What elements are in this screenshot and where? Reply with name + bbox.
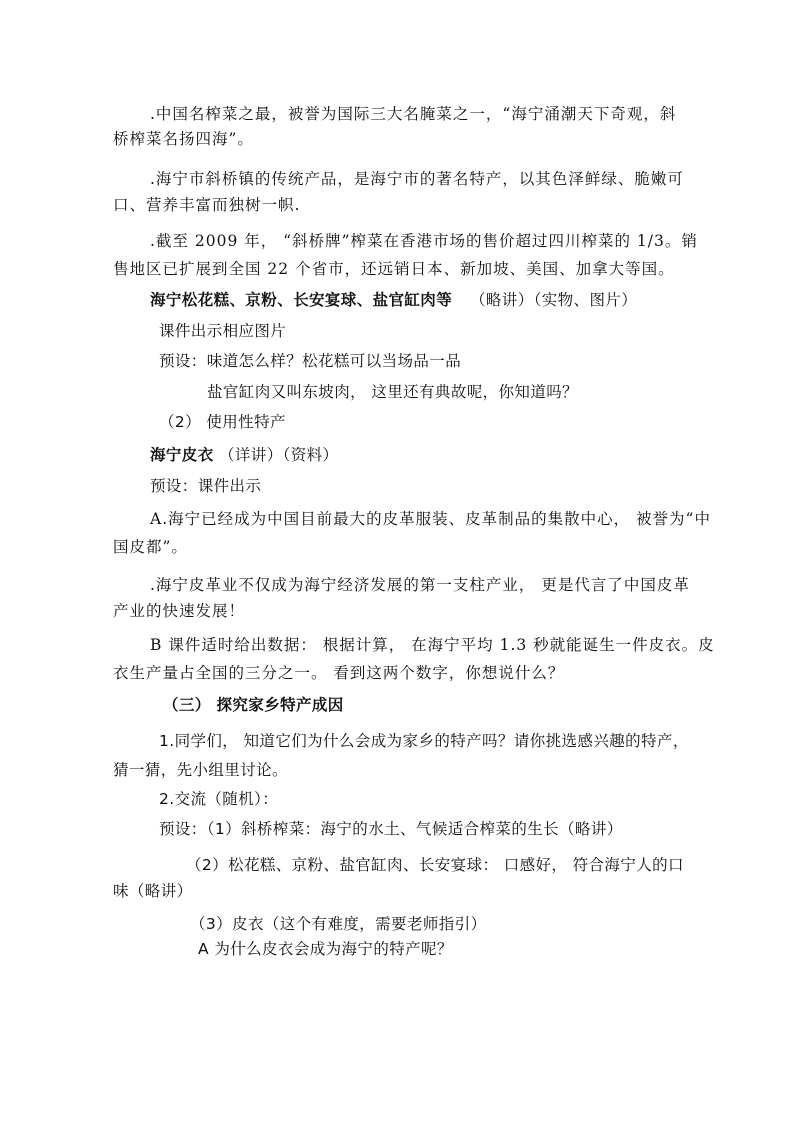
paragraph-line: 口、营养丰富而独树一帜. (113, 196, 301, 214)
paragraph-line: .海宁皮革业不仅成为海宁经济发展的第一支柱产业， 更是代言了中国皮革 (150, 576, 690, 594)
paragraph-line: 盐官缸肉又叫东坡肉， 这里还有典故呢，你知道吗？ (207, 383, 579, 401)
paragraph-line: 课件出示相应图片 (159, 322, 287, 340)
paragraph-line: （3）皮衣（这个有难度，需要老师指引） (190, 915, 487, 933)
paragraph-line: （略讲）（实物、图片） (470, 291, 638, 309)
paragraph-line: 预设：（1）斜桥榨菜：海宁的水土、气候适合榨菜的生长（略讲） (159, 820, 623, 838)
paragraph-line: （2） 使用性特产 (159, 413, 286, 431)
section-heading: （三） 探究家乡特产成因 (163, 696, 344, 714)
paragraph-line: 产业的快速发展！ (113, 602, 246, 620)
paragraph-line: 国皮都”。 (113, 538, 188, 556)
paragraph-line: .中国名榨菜之最，被誉为国际三大名腌菜之一，“海宁涌潮天下奇观，斜 (150, 105, 677, 123)
section-heading: 海宁松花糕、京粉、长安宴球、盐官缸肉等 (150, 291, 453, 309)
paragraph-line: 味（略讲） (113, 882, 193, 900)
paragraph-line: A.海宁已经成为中国目前最大的皮革服装、皮革制品的集散中心， 被誉为“中 (150, 510, 711, 528)
paragraph-line: 预设：课件出示 (150, 477, 262, 495)
paragraph-line: .截至 2009 年， “斜桥牌”榨菜在香港市场的售价超过四川榨菜的 1/3。销 (150, 232, 698, 250)
paragraph-line: 衣生产量占全国的三分之一。 看到这两个数字，你想说什么？ (113, 664, 565, 682)
paragraph-line: 1.同学们， 知道它们为什么会成为家乡的特产吗？请你挑选感兴趣的特产， (159, 732, 689, 750)
paragraph-line: （2）松花糕、京粉、盐官缸肉、长安宴球： 口感好， 符合海宁人的口 (186, 856, 684, 874)
paragraph-line: 2.交流（随机）： (159, 790, 279, 808)
paragraph-line: 猜一猜，先小组里讨论。 (113, 761, 288, 779)
paragraph-line: （详讲）（资料） (219, 446, 339, 464)
paragraph-line: 预设：味道怎么样？松花糕可以当场品一品 (159, 352, 462, 370)
paragraph-line: A 为什么皮衣会成为海宁的特产呢？ (198, 940, 453, 958)
paragraph-line: 售地区已扩展到全国 22 个省市，还远销日本、新加坡、美国、加拿大等国。 (113, 260, 675, 278)
paragraph-line: B 课件适时给出数据： 根据计算， 在海宁平均 1.3 秒就能诞生一件皮衣。皮 (150, 636, 715, 654)
paragraph-line: .海宁市斜桥镇的传统产品，是海宁市的著名特产，以其色泽鲜绿、脆嫩可 (150, 170, 684, 188)
paragraph-line: 桥榨菜名扬四海”。 (113, 130, 254, 148)
section-heading: 海宁皮衣 (150, 446, 214, 464)
